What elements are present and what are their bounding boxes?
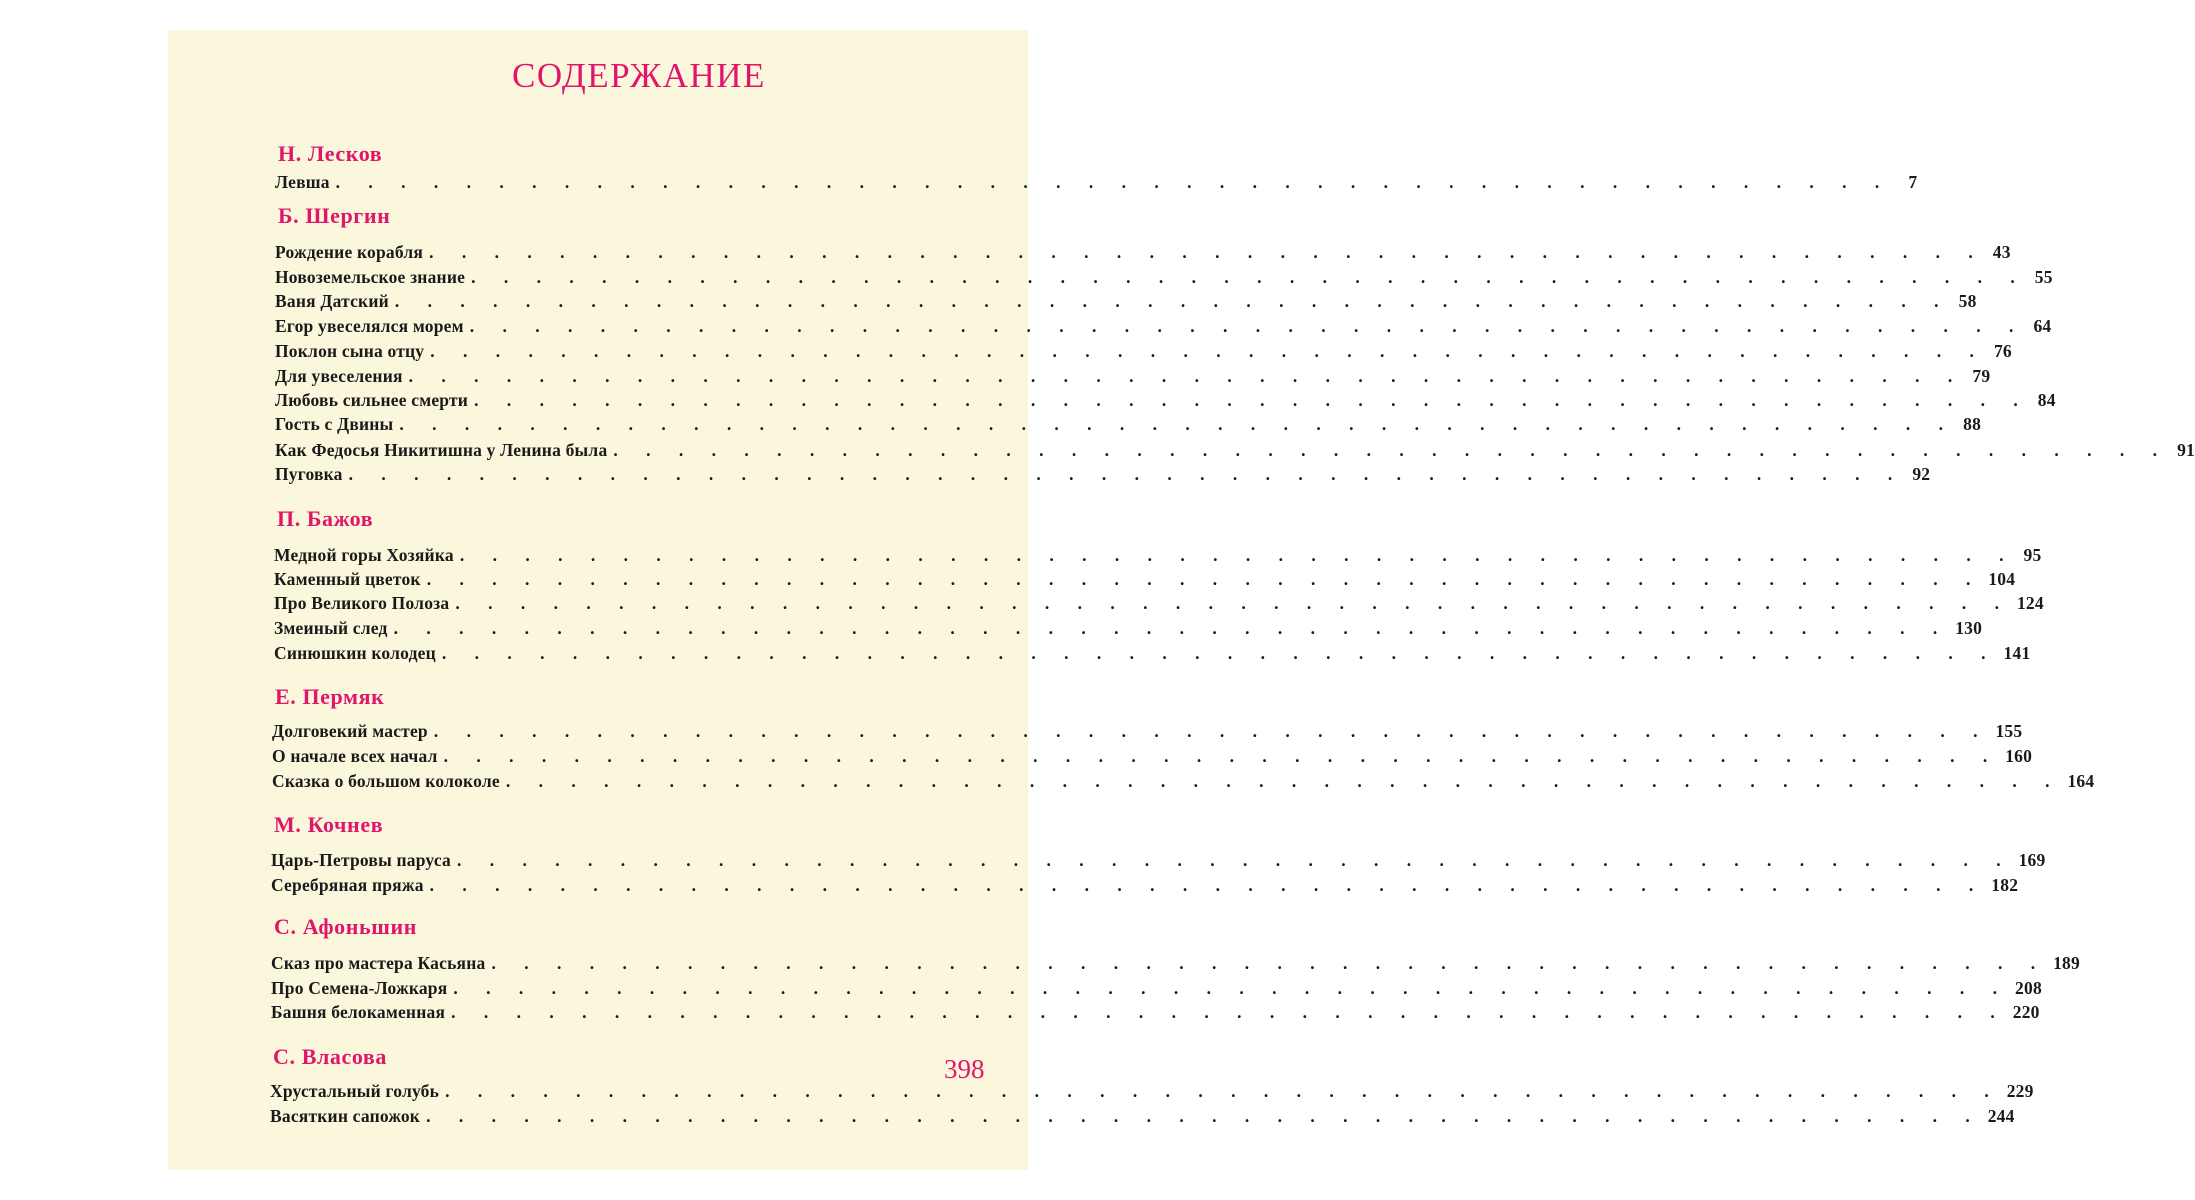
entry-page-number: 92 <box>1912 464 1931 484</box>
author-heading: Б. Шергин <box>278 203 391 228</box>
entry-page-number: 64 <box>2033 316 2052 336</box>
entry-title: Сказка о большом колоколе <box>272 771 500 791</box>
toc-entry <box>271 1002 2040 1026</box>
page-number: 398 <box>944 1054 985 1084</box>
entry-page-number: 76 <box>1993 341 2012 361</box>
dot-leader: . . . . . . . . . . . . . . . . . . . . . . . . . . . . . . . . . . . . . . . . . . . . . . . . <box>348 464 1905 484</box>
toc-entry <box>275 242 2011 266</box>
entry-page-number: 182 <box>1991 875 2019 895</box>
dot-leader: . . . . . . . . . . . . . . . . . . . . . . . . . . . . . . . . . . . . . . . . . . . . . . . . <box>394 291 1951 311</box>
toc-entry <box>270 1106 2015 1130</box>
toc-entry <box>275 414 1982 438</box>
dot-leader: . . . . . . . . . . . . . . . . . . . . . . . . . . . . . . . . . . . . . . . . . . . . . . . . <box>426 569 1983 589</box>
toc-entry <box>275 464 1931 488</box>
toc-entry <box>275 291 1977 315</box>
dot-leader: . . . . . . . . . . . . . . . . . . . . . . . . . . . . . . . . . . . . . . . . . . . . . . . . <box>491 953 2048 973</box>
entry-page-number: 130 <box>1955 618 1983 638</box>
toc-entry <box>271 978 2042 1002</box>
author-heading: М. Кочнев <box>274 812 384 837</box>
entry-page-number: 58 <box>1958 291 1977 311</box>
entry-title: Про Великого Полоза <box>274 593 450 613</box>
dot-leader: . . . . . . . . . . . . . . . . . . . . . . . . . . . . . . . . . . . . . . . . . . . . . . . . <box>456 850 2013 870</box>
dot-leader: . . . . . . . . . . . . . . . . . . . . . . . . . . . . . . . . . . . . . . . . . . . . . . . . <box>613 440 2170 460</box>
dot-leader: . . . . . . . . . . . . . . . . . . . . . . . . . . . . . . . . . . . . . . . . . . . . . . . . <box>430 341 1986 361</box>
dot-leader: . . . . . . . . . . . . . . . . . . . . . . . . . . . . . . . . . . . . . . . . . . . . . . . . <box>451 1002 2007 1022</box>
entry-page-number: 7 <box>1908 172 1918 192</box>
toc-entry <box>275 341 2012 365</box>
dot-leader: . . . . . . . . . . . . . . . . . . . . . . . . . . . . . . . . . . . . . . . . . . . . . . . . <box>453 978 2010 998</box>
entry-title: Серебряная пряжа <box>271 875 424 895</box>
toc-entry <box>275 172 1918 196</box>
entry-title: Как Федосья Никитишна у Ленина была <box>275 440 608 460</box>
entry-title: Сказ про мастера Касьяна <box>271 953 486 973</box>
toc-entry <box>275 440 2195 464</box>
entry-title: Змеиный след <box>274 618 388 638</box>
entry-page-number: 84 <box>2037 390 2056 410</box>
contents-heading: СОДЕРЖАНИЕ <box>512 56 766 95</box>
entry-title: Гость с Двины <box>275 414 394 434</box>
entry-title: Левша <box>275 172 330 192</box>
entry-page-number: 160 <box>2005 746 2033 766</box>
entry-title: Царь-Петровы паруса <box>271 850 451 870</box>
entry-title: Егор увеселялся морем <box>275 316 464 336</box>
dot-leader: . . . . . . . . . . . . . . . . . . . . . . . . . . . . . . . . . . . . . . . . . . . . . . . . <box>408 366 1965 386</box>
entry-page-number: 55 <box>2034 267 2053 287</box>
dot-leader: . . . . . . . . . . . . . . . . . . . . . . . . . . . . . . . . . . . . . . . . . . . . . . . . <box>455 593 2011 613</box>
toc-entry <box>274 618 1983 642</box>
toc-entry <box>274 643 2031 667</box>
entry-title: Синюшкин колодец <box>274 643 436 663</box>
toc-entry <box>274 569 2016 593</box>
entry-title: Пуговка <box>275 464 343 484</box>
dot-leader: . . . . . . . . . . . . . . . . . . . . . . . . . . . . . . . . . . . . . . . . . . . . . . . . <box>505 771 2062 791</box>
entry-title: Для увеселения <box>275 366 403 386</box>
entry-title: О начале всех начал <box>272 746 438 766</box>
dot-leader: . . . . . . . . . . . . . . . . . . . . . . . . . . . . . . . . . . . . . . . . . . . . . . . . <box>471 267 2027 287</box>
entry-page-number: 220 <box>2012 1002 2040 1022</box>
entry-page-number: 124 <box>2016 593 2044 613</box>
toc-entry <box>274 545 2042 569</box>
entry-title: Новоземельское знание <box>275 267 466 287</box>
entry-title: Любовь сильнее смерти <box>275 390 469 410</box>
dot-leader: . . . . . . . . . . . . . . . . . . . . . . . . . . . . . . . . . . . . . . . . . . . . . . . . <box>443 746 2000 766</box>
entry-title: Медной горы Хозяйка <box>274 545 454 565</box>
toc-entry <box>275 390 2056 414</box>
author-heading: П. Бажов <box>277 506 374 531</box>
entry-title: Хрустальный голубь <box>270 1081 440 1101</box>
author-heading: С. Власова <box>273 1044 388 1069</box>
dot-leader: . . . . . . . . . . . . . . . . . . . . . . . . . . . . . . . . . . . . . . . . . . . . . . . . <box>426 1106 1982 1126</box>
entry-page-number: 43 <box>1992 242 2011 262</box>
dot-leader: . . . . . . . . . . . . . . . . . . . . . . . . . . . . . . . . . . . . . . . . . . . . . . . . <box>474 390 2030 410</box>
dot-leader: . . . . . . . . . . . . . . . . . . . . . . . . . . . . . . . . . . . . . . . . . . . . . . . . <box>399 414 1956 434</box>
toc-entry <box>272 721 2023 745</box>
author-heading: С. Афоньшин <box>274 914 417 939</box>
entry-page-number: 91 <box>2177 440 2195 460</box>
toc-entry <box>271 850 2046 874</box>
entry-page-number: 169 <box>2018 850 2046 870</box>
dot-leader: . . . . . . . . . . . . . . . . . . . . . . . . . . . . . . . . . . . . . . . . . . . . . . . . <box>469 316 2026 336</box>
toc-entry <box>275 366 1991 390</box>
entry-title: Ваня Датский <box>275 291 389 311</box>
toc-entry <box>274 593 2044 617</box>
dot-leader: . . . . . . . . . . . . . . . . . . . . . . . . . . . . . . . . . . . . . . . . . . . . . . . . <box>429 242 1985 262</box>
entry-page-number: 95 <box>2023 545 2042 565</box>
entry-title: Поклон сына отцу <box>275 341 425 361</box>
toc-entry <box>272 771 2095 795</box>
dot-leader: . . . . . . . . . . . . . . . . . . . . . . . . . . . . . . . . . . . . . . . . . . . . . . . . <box>335 172 1892 192</box>
dot-leader: . . . . . . . . . . . . . . . . . . . . . . . . . . . . . . . . . . . . . . . . . . . . . . . . <box>393 618 1950 638</box>
entry-title: Рождение корабля <box>275 242 424 262</box>
entry-title: Каменный цветок <box>274 569 421 589</box>
toc-entry <box>275 267 2053 291</box>
entry-title: Васяткин сапожок <box>270 1106 421 1126</box>
entry-page-number: 164 <box>2067 771 2095 791</box>
author-heading: Е. Пермяк <box>275 684 385 709</box>
dot-leader: . . . . . . . . . . . . . . . . . . . . . . . . . . . . . . . . . . . . . . . . . . . . . . . . <box>441 643 1998 663</box>
entry-page-number: 79 <box>1972 366 1991 386</box>
entry-page-number: 155 <box>1995 721 2023 741</box>
author-heading: Н. Лесков <box>278 141 383 166</box>
entry-page-number: 141 <box>2003 643 2031 663</box>
dot-leader: . . . . . . . . . . . . . . . . . . . . . . . . . . . . . . . . . . . . . . . . . . . . . . . . <box>433 721 1990 741</box>
entry-title: Башня белокаменная <box>271 1002 446 1022</box>
toc-entry <box>272 746 2033 770</box>
entry-page-number: 104 <box>1988 569 2016 589</box>
entry-page-number: 189 <box>2053 953 2080 973</box>
entry-page-number: 208 <box>2015 978 2042 998</box>
entry-title: Долговекий мастер <box>272 721 428 741</box>
dot-leader: . . . . . . . . . . . . . . . . . . . . . . . . . . . . . . . . . . . . . . . . . . . . . . . . <box>445 1081 2001 1101</box>
entry-page-number: 88 <box>1963 414 1982 434</box>
entry-page-number: 229 <box>2006 1081 2034 1101</box>
toc-entry <box>271 875 2019 899</box>
entry-page-number: 244 <box>1987 1106 2015 1126</box>
toc-entry <box>270 1081 2034 1105</box>
toc-entry <box>271 953 2080 977</box>
dot-leader: . . . . . . . . . . . . . . . . . . . . . . . . . . . . . . . . . . . . . . . . . . . . . . . . <box>459 545 2016 565</box>
entry-title: Про Семена-Ложкаря <box>271 978 448 998</box>
toc-entry <box>275 316 2052 340</box>
dot-leader: . . . . . . . . . . . . . . . . . . . . . . . . . . . . . . . . . . . . . . . . . . . . . . . . <box>429 875 1986 895</box>
